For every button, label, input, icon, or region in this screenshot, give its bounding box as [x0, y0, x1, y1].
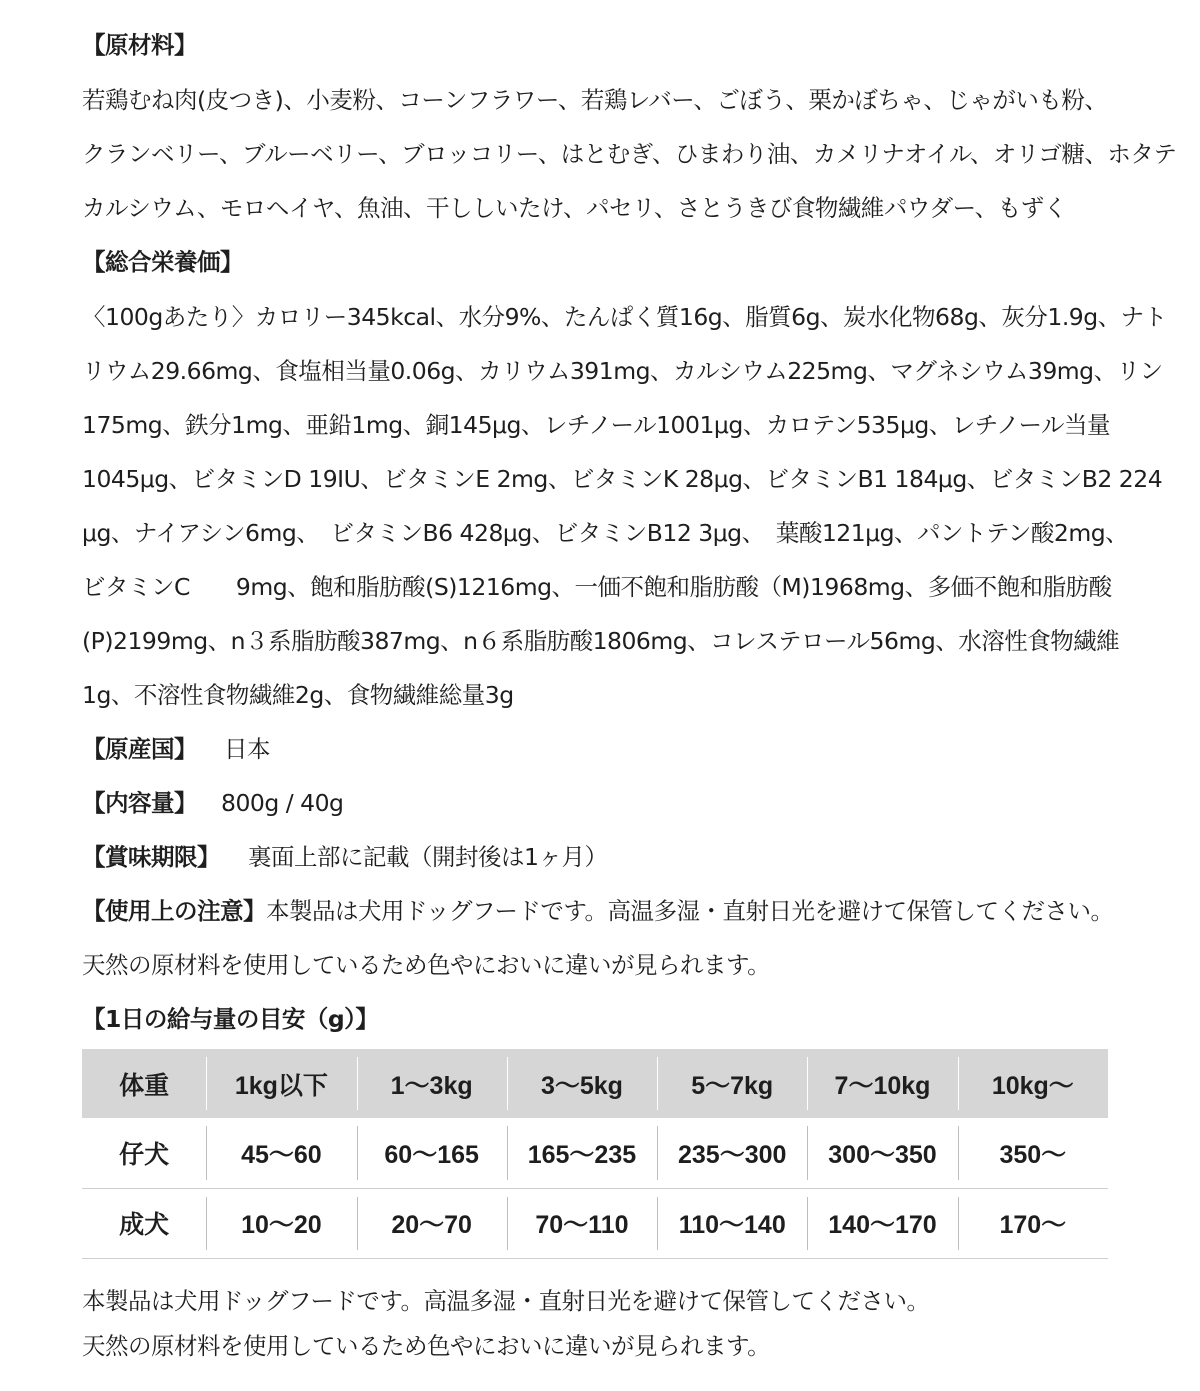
- table-cell: 350〜: [958, 1118, 1108, 1188]
- nutrition-heading: 【総合栄養価】: [82, 248, 243, 276]
- table-cell: 300〜350: [807, 1118, 957, 1188]
- table-cell: 70〜110: [507, 1188, 657, 1258]
- ingredients-line: カルシウム、モロヘイヤ、魚油、干ししいたけ、パセリ、さとうきび食物繊維パウダー、もずく: [82, 194, 1067, 222]
- table-cell: 60〜165: [357, 1118, 507, 1188]
- table-cell: 235〜300: [657, 1118, 807, 1188]
- footer-note: 本製品は犬用ドッグフードです。高温多湿・直射日光を避けて保管してください。: [82, 1287, 930, 1315]
- header-cell: 3〜5kg: [507, 1049, 657, 1118]
- feeding-heading: 【1日の給与量の目安（g）】: [82, 1005, 379, 1033]
- table-row: [82, 1188, 1108, 1258]
- caution-label: 【使用上の注意】: [82, 897, 266, 925]
- table-cell: 20〜70: [357, 1188, 507, 1258]
- feeding-header-row: [82, 1049, 1108, 1118]
- nutrition-line: 1045μg、ビタミンD 19IU、ビタミンE 2mg、ビタミンK 28μg、ビタミンB1 184μg、ビタミンB2 224: [82, 465, 1163, 493]
- nutrition-line: ビタミンC 9mg、飽和脂肪酸(S)1216mg、一価不飽和脂肪酸（M)1968mg、多価不飽和脂肪酸: [82, 573, 1112, 601]
- table-cell: 140〜170: [807, 1188, 957, 1258]
- nutrition-line: 1g、不溶性食物繊維2g、食物繊維総量3g: [82, 681, 514, 709]
- table-cell: 10〜20: [206, 1188, 356, 1258]
- table-row: [82, 1118, 1108, 1188]
- table-cell: 165〜235: [507, 1118, 657, 1188]
- header-cell: 1kg以下: [206, 1049, 356, 1118]
- content-value: 800g / 40g: [221, 789, 344, 817]
- table-cell: 45〜60: [206, 1118, 356, 1188]
- header-cell-weight: 体重: [119, 1071, 170, 1100]
- caution-row: [82, 896, 1113, 926]
- header-cell: 1〜3kg: [357, 1049, 507, 1118]
- row-label-puppy: 仔犬: [119, 1140, 170, 1169]
- feeding-table: [82, 1049, 1108, 1259]
- origin-row: [82, 734, 270, 764]
- row-label-adult: 成犬: [119, 1211, 170, 1239]
- caution-value: 本製品は犬用ドッグフードです。高温多湿・直射日光を避けて保管してください。: [266, 897, 1114, 925]
- nutrition-line: μg、ナイアシン6mg、 ビタミンB6 428μg、ビタミンB12 3μg、 葉酸121μg、パントテン酸2mg、: [82, 519, 1129, 547]
- content-label: 【内容量】: [82, 789, 197, 817]
- nutrition-line: 175mg、鉄分1mg、亜鉛1mg、銅145μg、レチノール1001μg、カロテン535μg、レチノール当量: [82, 411, 1110, 439]
- footer-note: 天然の原材料を使用しているため色やにおいに違いが見られます。: [82, 1332, 771, 1360]
- expiry-row: [82, 842, 607, 872]
- content-row: [82, 788, 343, 818]
- header-cell: 10kg〜: [958, 1049, 1108, 1118]
- caution-line: 天然の原材料を使用しているため色やにおいに違いが見られます。: [82, 951, 771, 979]
- ingredients-heading: 【原材料】: [82, 31, 197, 59]
- table-cell: 170〜: [958, 1188, 1108, 1258]
- origin-label: 【原産国】: [82, 735, 197, 763]
- nutrition-line: 〈100gあたり〉カロリー345kcal、水分9%、たんぱく質16g、脂質6g、炭水化物68g、灰分1.9g、ナト: [82, 303, 1167, 331]
- header-cell: 5〜7kg: [657, 1049, 807, 1118]
- ingredients-line: 若鶏むね肉(皮つき)、小麦粉、コーンフラワー、若鶏レバー、ごぼう、栗かぼちゃ、じゃがいも粉、: [82, 86, 1108, 114]
- nutrition-line: リウム29.66mg、食塩相当量0.06g、カリウム391mg、カルシウム225mg、マグネシウム39mg、リン: [82, 357, 1163, 385]
- table-cell: 110〜140: [657, 1188, 807, 1258]
- header-cell: 7〜10kg: [807, 1049, 957, 1118]
- nutrition-line: (P)2199mg、n３系脂肪酸387mg、n６系脂肪酸1806mg、コレステロール56mg、水溶性食物繊維: [82, 627, 1120, 655]
- expiry-value: 裏面上部に記載（開封後は1ヶ月）: [248, 843, 608, 871]
- ingredients-line: クランベリー、ブルーベリー、ブロッコリー、はとむぎ、ひまわり油、カメリナオイル、オリゴ糖、ホタテ: [82, 140, 1177, 168]
- expiry-label: 【賞味期限】: [82, 843, 220, 871]
- origin-value: 日本: [224, 735, 270, 763]
